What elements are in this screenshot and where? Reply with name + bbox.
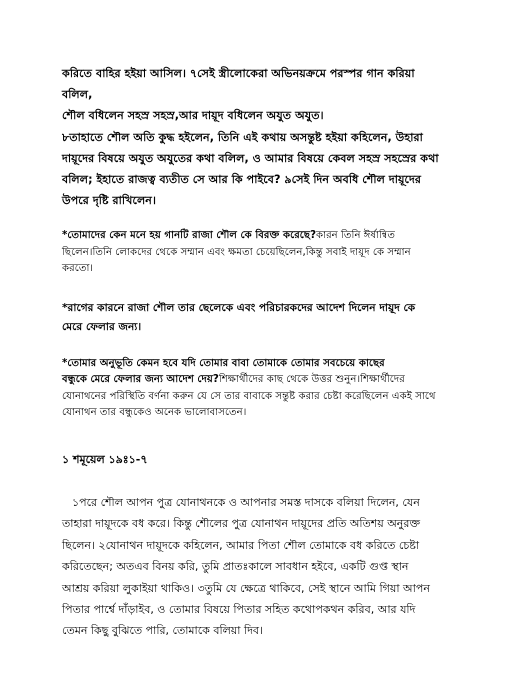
question-3-line-2 [62, 372, 478, 388]
scripture-reference-heading: ১ শমূয়েল ১৯ঃ১-৭ [62, 453, 148, 466]
passage-line: করিতে বাহির হইয়া আসিল। ৭সেই স্ত্রীলোকেরা অভিনয়ক্রমে পরস্পর গান করিয়া [62, 67, 415, 80]
question-1-answer: ছিলেন।তিনি লোকদের থেকে সম্মান এবং ক্ষমতা চেয়েছিলেন,কিন্তু সবাই দায়ূদ কে সম্মান [62, 246, 411, 258]
question-1-text: *তোমাদের কেন মনে হয় গানটি রাজা শৌল কে বিরক্ত করেছে? [62, 230, 316, 241]
statement-2-line: মেরে ফেলার জন্য। [62, 320, 142, 333]
discussion-statement-2 [62, 299, 478, 336]
question-3-teacher-note: যোনাথনের পরিস্থিতি বর্ণনা করুন যে সে তার বাবাকে সন্তুষ্ট করার চেষ্টা করেছিলেন একই সাথে [62, 390, 436, 402]
question-3-text: *তোমার অনুভূতি কেমন হবে যদি তোমার বাবা তোমাকে তোমার সবচেয়ে কাছের [62, 358, 385, 369]
scripture-line: ১পরে শৌল আপন পুত্র যোনাথনকে ও আপনার সমস্ত দাসকে বলিয়া দিলেন, যেন [72, 496, 420, 509]
scripture-line: ছিলেন। ২যোনাথন দায়ূদকে কহিলেন, আমার পিতা শৌল তোমাকে বধ করিতে চেষ্টা [62, 538, 420, 552]
question-1-answer: করতো। [62, 263, 94, 274]
scripture-line: আশ্রয় করিয়া লুকাইয়া থাকিও। ৩তুমি যে ক্ষেত্রে থাকিবে, সেই স্থানে আমি গিয়া আপন [62, 581, 430, 595]
discussion-question-3 [62, 356, 478, 421]
question-3-text-end: বন্ধুকে মেরে ফেলার জন্য আদেশ দেয়? [62, 374, 219, 386]
statement-2-line: *রাগের কারনে রাজা শৌল তার ছেলেকে এবং পরিচারকদের আদেশ দিলেন দায়ূদ কে [62, 302, 416, 314]
scripture-line: তেমন কিছু বুঝিতে পারি, তোমাকে বলিয়া দিব। [62, 624, 263, 638]
passage-line: বলিল; ইহাতে রাজত্ব ব্যতীত সে আর কি পাইবে? ৯সেই দিন অবধি শৌল দায়ূদের [62, 173, 422, 187]
scripture-passage [62, 492, 478, 642]
passage-line: ৮তাহাতে শৌল অতি কুদ্ধ হইলেন, তিনি এই কথায় অসন্তুষ্ট হইয়া কহিলেন, উহারা [62, 130, 423, 144]
discussion-question-1 [62, 228, 478, 278]
passage-line: উপরে দৃষ্টি রাখিলেন। [62, 194, 156, 208]
bible-passage-continuation [62, 63, 478, 211]
scripture-line: করিতেছেন; অতএব বিনয় করি, তুমি প্রাতঃকালে সাবধান হইবে, একটি গুপ্ত স্থান [62, 560, 409, 574]
question-3-teacher-note: যোনাথন তার বন্ধুকেও অনেক ভালোবাসতেন। [62, 406, 247, 418]
passage-line: শৌল বধিলেন সহস্র সহস্র,আর দায়ূদ বধিলেন অযুত অযুত। [62, 109, 324, 123]
passage-line: দায়ূদের বিষয়ে অযুত অযুতের কথা বলিল, ও আমার বিষয়ে কেবল সহস্র সহস্রের কথা [62, 151, 439, 165]
scripture-line: পিতার পার্শ্বে দাঁড়াইব, ও তোমার বিষয়ে পিতার সহিত কথোপকথন করিব, আর যদি [62, 603, 416, 617]
question-1-answer-start: কারন তিনি ঈর্ষান্বিত [315, 230, 395, 241]
passage-line: বলিল, [62, 88, 93, 102]
question-3-teacher-note: শিক্ষার্থীদের কাছ থেকে উত্তর শুনুন।শিক্ষার্থীদের [218, 374, 405, 386]
scripture-line: তাহারা দায়ূদকে বধ করে। কিন্তু শৌলের পুত্র যোনাথন দায়ূদের প্রতি অতিশয় অনুরক্ত [62, 517, 421, 531]
question-1-line-1 [62, 228, 478, 245]
